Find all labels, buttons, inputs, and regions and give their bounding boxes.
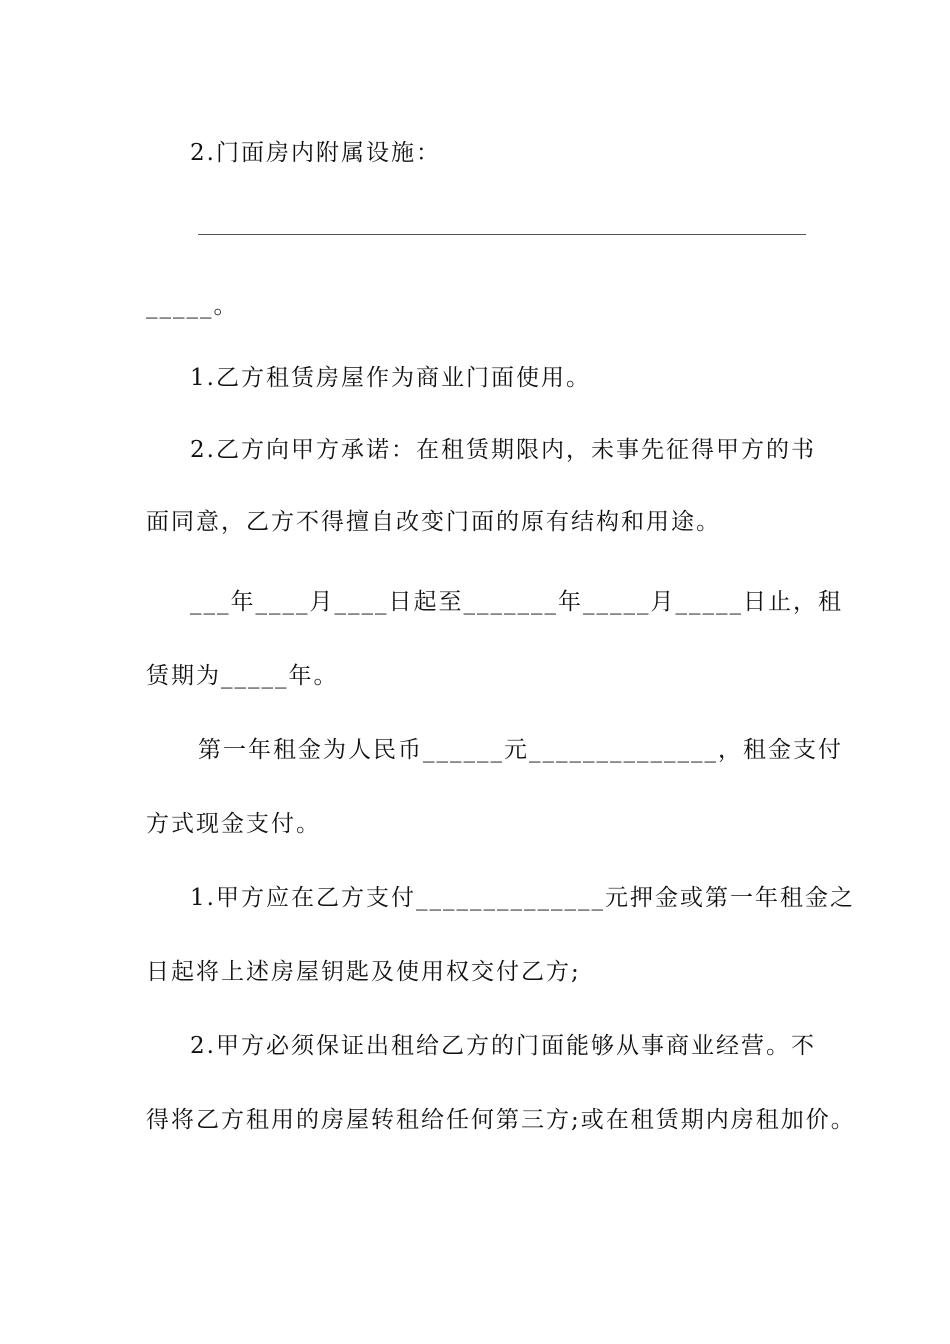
term-line-2: 赁期为_____年。 [146,663,339,689]
usage-clause: 1.乙方租赁房屋作为商业门面使用。 [190,365,591,391]
promise-clause-line-2: 面同意，乙方不得擅自改变门面的原有结构和用途。 [146,509,721,535]
landlord-clause-1-line-1: 1.甲方应在乙方支付______________元押金或第一年租金之 [190,885,855,911]
rent-line-1: 第一年租金为人民币______元______________，租金支付 [198,737,843,763]
blank-line-end: _____。 [146,293,239,319]
blank-fill-line [198,234,806,235]
rent-line-2: 方式现金支付。 [146,811,321,837]
term-line-1: ___年____月____日起至_______年_____月_____日止，租 [190,589,843,615]
landlord-clause-1-line-2: 日起将上述房屋钥匙及使用权交付乙方; [146,959,581,985]
landlord-clause-2-line-1: 2.甲方必须保证出租给乙方的门面能够从事商业经营。不 [190,1033,816,1059]
facilities-heading: 2.门面房内附属设施： [190,140,441,166]
promise-clause-line-1: 2.乙方向甲方承诺：在租赁期限内，未事先征得甲方的书 [190,437,816,463]
landlord-clause-2-line-2: 得将乙方租用的房屋转租给任何第三方;或在租赁期内房租加价。 [146,1107,856,1133]
